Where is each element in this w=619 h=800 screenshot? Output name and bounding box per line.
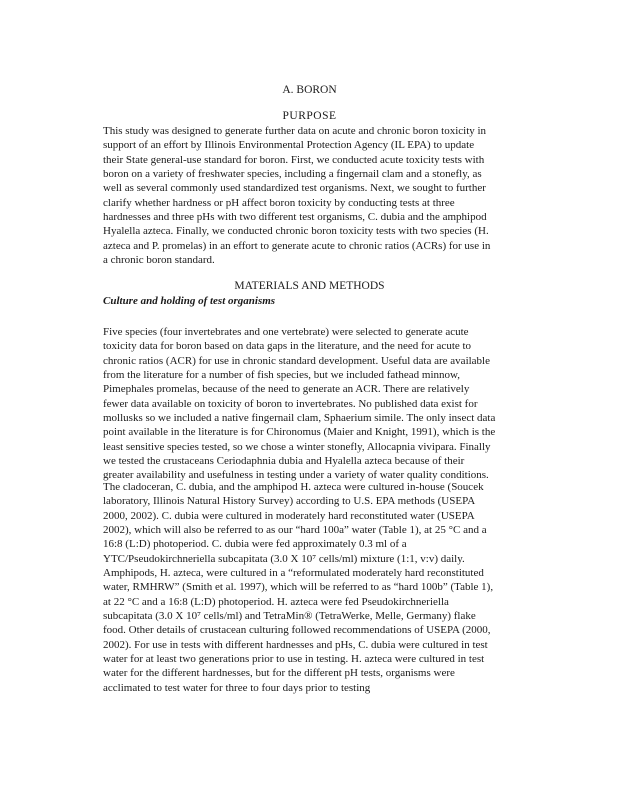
text-line: acclimated to test water for three to four days prior to testing (103, 681, 371, 694)
section-title: A. BORON (282, 84, 337, 96)
text-line: This study was designed to generate further data on acute and chronic boron toxicity in (103, 125, 487, 137)
text-line: The cladoceran, C. dubia, and the amphipod H. azteca were cultured in-house (Soucek (103, 481, 484, 493)
methods-paragraph-culturing (103, 480, 523, 695)
text-line: their State general-use standard for boron. First, we conducted acute toxicity tests with (103, 153, 485, 166)
text-line: from the literature for a number of fish species, but we included fathead minnow, (103, 369, 460, 382)
text-line: subcapitata (3.0 X 10⁷ cells/ml) and TetraMin® (TetraWerke, Melle, Germany) flake (103, 610, 476, 623)
text-line: Amphipods, H. azteca, were cultured in a “reformulated moderately hard reconstituted (103, 567, 484, 580)
text-line: boron on a variety of freshwater species, including a fingernail clam and a stonefly, as (103, 168, 482, 181)
text-line: fewer data available on toxicity of boron to invertebrates. No published data exist for (103, 397, 478, 410)
text-line: a chronic boron standard. (103, 254, 215, 267)
text-line: 2002). For use in tests with different hardnesses and pHs, C. dubia were cultured in test (103, 638, 488, 651)
text-line: at 22 °C and a 16:8 (L:D) photoperiod. H. azteca were fed Pseudokirchneriella (103, 595, 449, 608)
text-line: greater availability and usefulness in testing under a variety of water quality conditions. (103, 469, 489, 482)
text-line: 2000, 2002). C. dubia were cultured in moderately hard reconstituted water (USEPA (103, 509, 475, 522)
methods-paragraph-species (103, 325, 523, 483)
purpose-heading: PURPOSE (282, 110, 337, 122)
text-line: toxicity data for boron based on data gaps in the literature, and the need for acute to (103, 340, 472, 353)
methods-subheading: Culture and holding of test organisms (103, 295, 276, 307)
text-line: water for the different hardnesses, but for the different pH tests, organisms were (103, 667, 455, 680)
text-line: food. Other details of crustacean culturing followed recommendations of USEPA (2000, (103, 624, 491, 637)
text-line: 16:8 (L:D) photoperiod. C. dubia were fed approximately 0.3 ml of a (103, 538, 407, 551)
text-line: chronic ratios (ACR) for use in chronic standard development. Useful data are available (103, 354, 490, 367)
text-line: Pimephales promelas, because of the need to generate an ACR. There are relatively (103, 383, 470, 396)
text-line: azteca and P. promelas) in an effort to generate acute to chronic ratios (ACRs) for use in (103, 239, 491, 252)
purpose-paragraph (103, 124, 523, 267)
text-line: clarify whether hardness or pH affect boron toxicity by conducting tests at three (103, 196, 455, 209)
text-line: hardnesses and three pHs with two different test organisms, C. dubia and the amphipod (103, 211, 487, 224)
text-line: point available in the literature is for Chironomus (Maier and Knight, 1991), which is the (103, 426, 496, 439)
text-line: water for at least two generations prior to use in testing. H. azteca were cultured in test (103, 653, 485, 666)
text-line: water, RMHRW” (Smith et al. 1997), which will be referred to as “hard 100b” (Table 1), (103, 581, 494, 594)
text-line: YTC/Pseudokirchneriella subcapitata (3.0 X 10⁷ cells/ml) mixture (1:1, v:v) daily. (103, 552, 465, 565)
text-line: Five species (four invertebrates and one vertebrate) were selected to generate acute (103, 326, 469, 338)
text-line: Hyalella azteca. Finally, we conducted chronic boron toxicity tests with two species (H. (103, 225, 489, 238)
text-line: well as several commonly used standardized test organisms. Next, we sought to further (103, 182, 486, 195)
text-line: support of an effort by Illinois Environmental Protection Agency (IL EPA) to update (103, 139, 475, 152)
text-line: 2002), which will also be referred to as our “hard 100a” water (Table 1), at 25 °C and a (103, 524, 487, 537)
text-line: laboratory, Illinois Natural History Survey) according to U.S. EPA methods (USEPA (103, 495, 476, 508)
text-line: we tested the crustaceans Ceriodaphnia dubia and Hyalella azteca because of their (103, 455, 465, 468)
text-line: mollusks so we included a native fingernail clam, Sphaerium simile. The only insect data (103, 412, 496, 425)
text-line: least sensitive species tested, so we chose a winter stonefly, Allocapnia vivipara. Finally (103, 440, 491, 453)
methods-heading: MATERIALS AND METHODS (234, 280, 385, 292)
